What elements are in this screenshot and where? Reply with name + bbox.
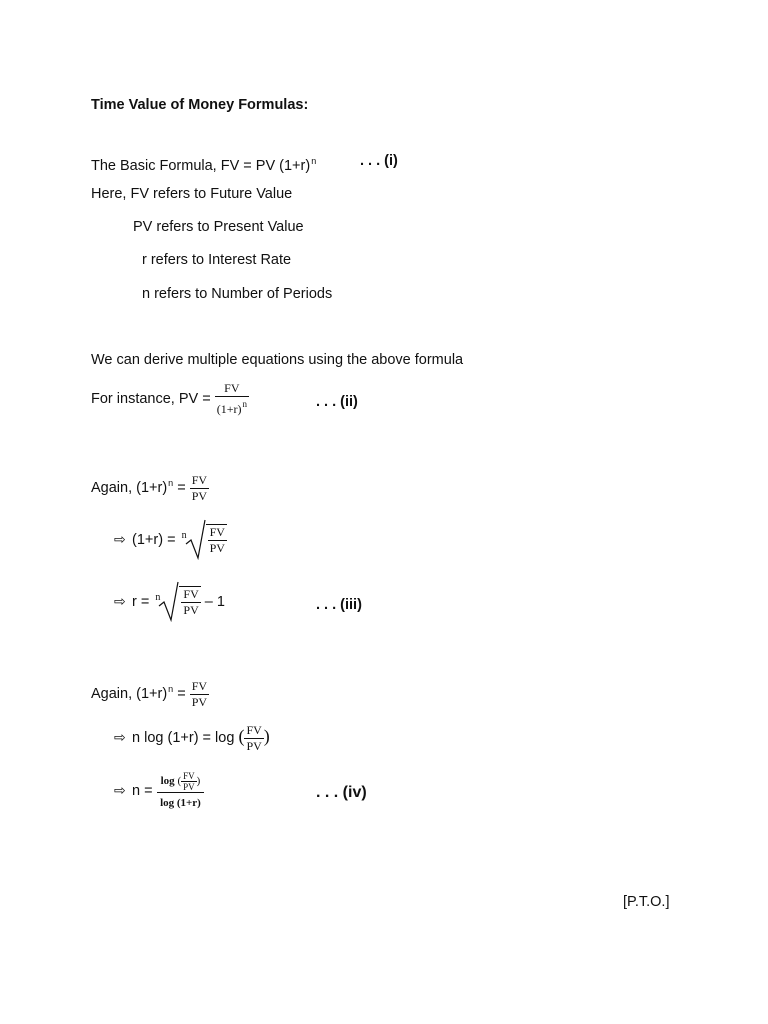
n-fraction <box>157 770 205 813</box>
equation-tag-iii: . . . (iii) <box>316 597 362 613</box>
equation-ii-lhs: For instance, PV = <box>91 391 211 407</box>
root-step-1-lhs: (1+r) = <box>132 532 176 548</box>
fv-over-pv-fraction <box>206 524 227 556</box>
implies-arrow-icon: ⇨ <box>114 783 126 799</box>
log-step-1-lhs: n log (1+r) = log <box>132 730 235 746</box>
fv-over-pv-fraction <box>244 723 263 754</box>
again-equals: = <box>177 480 186 496</box>
pv-fraction-numerator: FV <box>215 381 249 397</box>
fraction-numerator: FV <box>191 472 208 487</box>
again-line-1 <box>91 464 209 507</box>
again-exponent: n <box>168 478 174 488</box>
root-step-1 <box>114 518 227 562</box>
basic-formula-exponent: n <box>311 156 317 166</box>
minus-one: – 1 <box>204 594 225 610</box>
page-title: Time Value of Money Formulas: <box>91 97 309 113</box>
pv-fraction-denominator: $(1+r)^n$ <box>216 399 247 417</box>
again-exponent: n <box>168 684 174 694</box>
again-lhs: Again, (1+r) <box>91 480 168 496</box>
equation-ii <box>91 380 249 418</box>
fraction-numerator: FV <box>209 525 225 540</box>
fv-over-pv-fraction <box>190 679 209 710</box>
fraction-denominator: PV <box>183 603 199 618</box>
again-lhs: Again, (1+r) <box>91 686 168 702</box>
basic-formula <box>91 152 316 175</box>
again-equals: = <box>177 686 186 702</box>
equation-tag-ii: . . . (ii) <box>316 394 358 410</box>
fraction-denominator: PV <box>209 541 225 556</box>
implies-arrow-icon: ⇨ <box>114 594 126 610</box>
definition-pv: PV refers to Present Value <box>133 219 304 235</box>
root-index: n <box>181 530 187 542</box>
basic-formula-text: The Basic Formula, FV = PV (1+r) <box>91 158 311 174</box>
fv-over-pv-fraction <box>190 473 209 504</box>
fraction-denominator: PV <box>191 488 208 503</box>
nth-root <box>180 518 227 562</box>
implies-arrow-icon: ⇨ <box>114 532 126 548</box>
fraction-numerator: FV <box>183 587 199 602</box>
log-step-2 <box>114 765 204 817</box>
pto-note: [P.T.O.] <box>623 894 670 910</box>
equation-tag-iv: . . . (iv) <box>316 784 367 801</box>
fv-over-pv-fraction <box>181 771 197 792</box>
equation-tag-i: . . . (i) <box>360 153 398 169</box>
again-line-2 <box>91 670 209 713</box>
log-step-1 <box>114 716 270 758</box>
n-fraction-denominator: log (1+r) <box>160 796 201 809</box>
implies-arrow-icon: ⇨ <box>114 730 126 746</box>
n-fraction-numerator: log ( $\frac{FV}{PV}$ ) <box>157 770 205 793</box>
fraction-denominator: PV <box>246 738 262 753</box>
fraction-denominator: PV <box>183 781 195 792</box>
close-paren: ) <box>263 726 270 746</box>
root-step-2-lhs: r = <box>132 594 150 610</box>
fraction-denominator: PV <box>191 694 208 709</box>
definition-n: n refers to Number of Periods <box>142 286 333 302</box>
fraction-numerator: FV <box>191 678 208 693</box>
nth-root <box>153 580 200 624</box>
fv-over-pv-fraction <box>179 586 200 618</box>
open-paren: ( <box>238 726 245 746</box>
root-index: n <box>155 592 161 604</box>
pv-fraction <box>215 381 249 417</box>
definition-fv: Here, FV refers to Future Value <box>91 186 293 202</box>
derive-intro: We can derive multiple equations using the above formula <box>91 352 464 368</box>
log-step-2-lhs: n = <box>132 783 153 799</box>
fraction-numerator: FV <box>246 722 262 737</box>
root-step-2 <box>114 580 225 624</box>
definition-r: r refers to Interest Rate <box>142 252 292 268</box>
log-word: log <box>160 774 175 787</box>
fraction-numerator: FV <box>183 770 195 781</box>
